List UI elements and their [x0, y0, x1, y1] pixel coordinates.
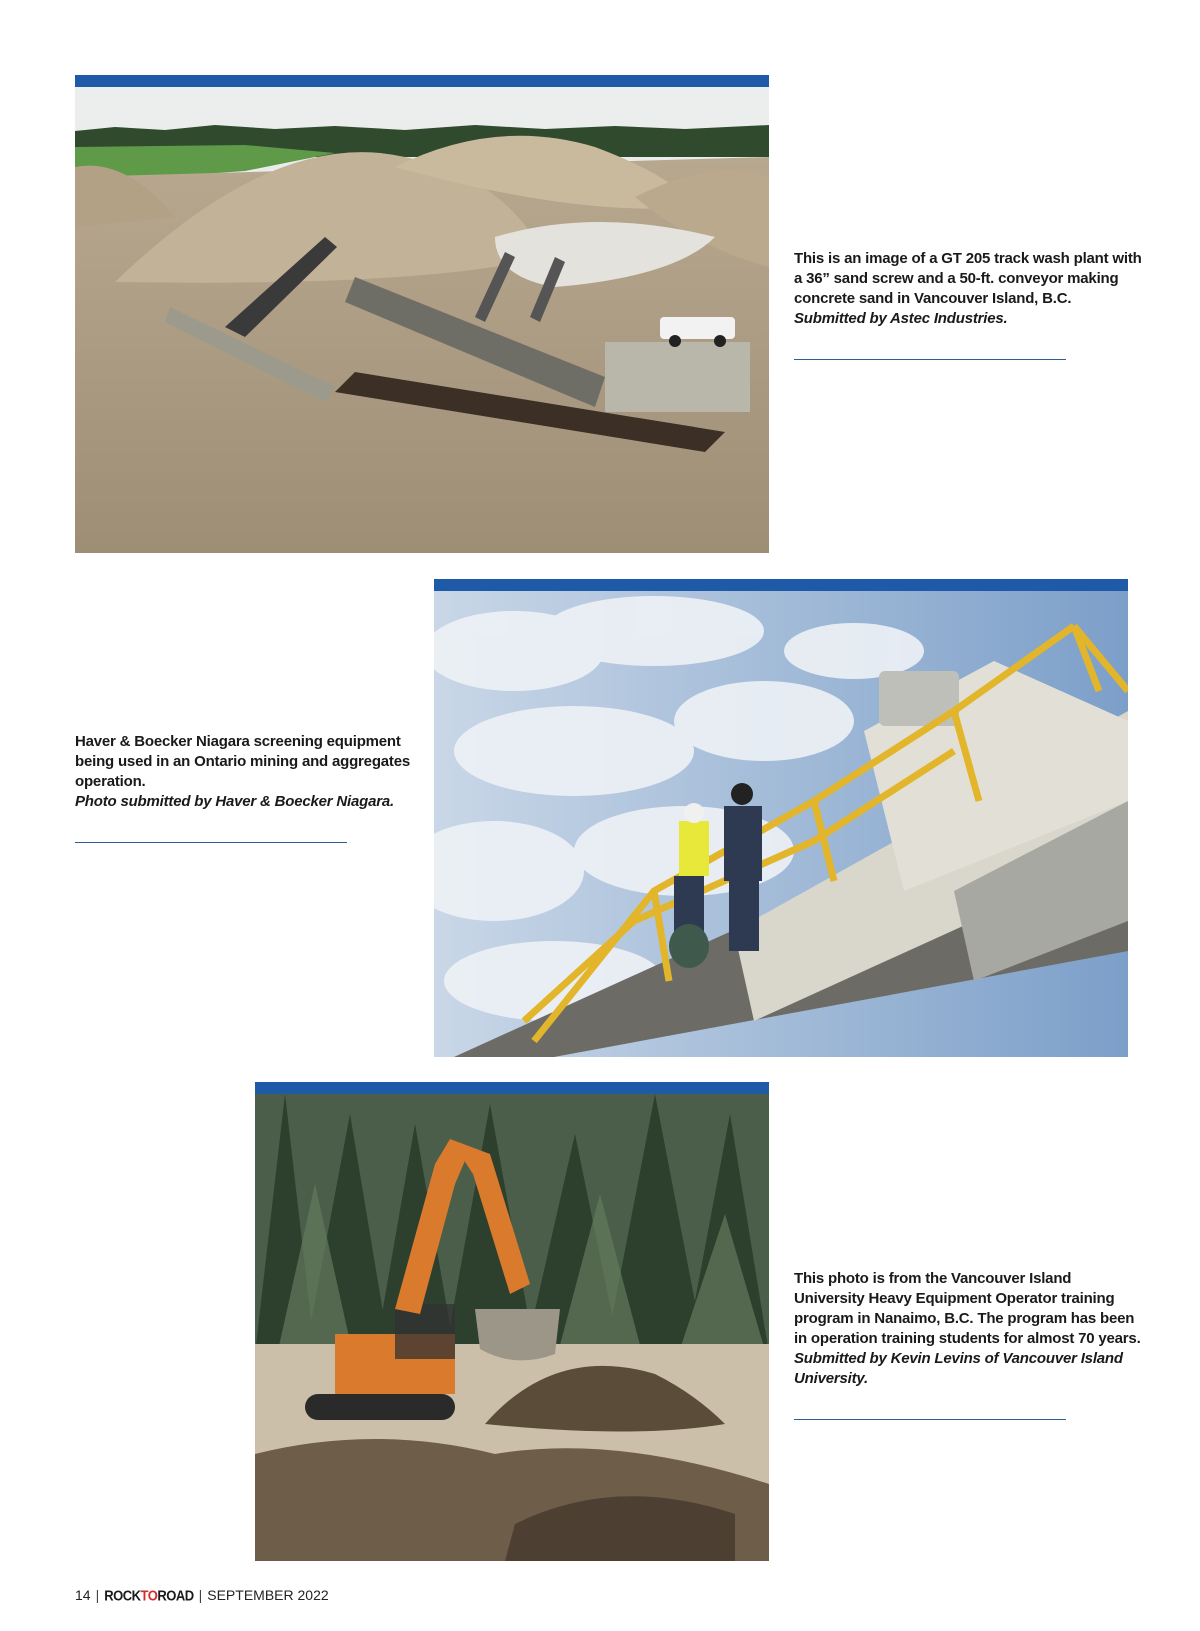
- caption-excavator: [794, 1269, 1144, 1420]
- photo-excavator: [255, 1082, 769, 1561]
- logo-part: ROCK: [104, 1586, 141, 1604]
- magazine-logo: [104, 1586, 193, 1603]
- wash-plant-image: [75, 87, 769, 553]
- logo-part: TO: [140, 1586, 158, 1604]
- caption-screening-equipment: [75, 732, 420, 843]
- photo-screening-equipment: [434, 579, 1128, 1057]
- caption-rule: [794, 359, 1066, 360]
- caption-text: Haver & Boecker Niagara screening equipment being used in an Ontario mining and aggregates operation.: [75, 733, 411, 790]
- screening-equipment-image: [434, 591, 1128, 1057]
- issue-date: SEPTEMBER 2022: [207, 1587, 329, 1603]
- caption-wash-plant: [794, 249, 1144, 360]
- caption-text: This is an image of a GT 205 track wash plant with a 36” sand screw and a 50-ft. conveyor making concrete sand in Vancouver Island, B.C.: [794, 250, 1142, 307]
- caption-text: This photo is from the Vancouver Island University Heavy Equipment Operator training program in Nanaimo, B.C. The program has been in operation training students for almost 70 years.: [794, 1270, 1141, 1347]
- excavator-image: [255, 1094, 769, 1561]
- footer-separator: |: [198, 1587, 203, 1603]
- page-footer: [75, 1584, 329, 1606]
- caption-credit: Photo submitted by Haver & Boecker Niagara.: [75, 793, 394, 810]
- page-number: 14: [75, 1587, 91, 1603]
- caption-rule: [75, 842, 347, 843]
- photo-accent-bar: [75, 75, 769, 87]
- caption-credit: Submitted by Kevin Levins of Vancouver Island University.: [794, 1350, 1123, 1387]
- logo-part: ROAD: [157, 1586, 194, 1604]
- photo-accent-bar: [434, 579, 1128, 591]
- footer-separator: |: [95, 1587, 100, 1603]
- photo-wash-plant: [75, 75, 769, 553]
- caption-rule: [794, 1419, 1066, 1420]
- photo-accent-bar: [255, 1082, 769, 1094]
- caption-credit: Submitted by Astec Industries.: [794, 310, 1008, 327]
